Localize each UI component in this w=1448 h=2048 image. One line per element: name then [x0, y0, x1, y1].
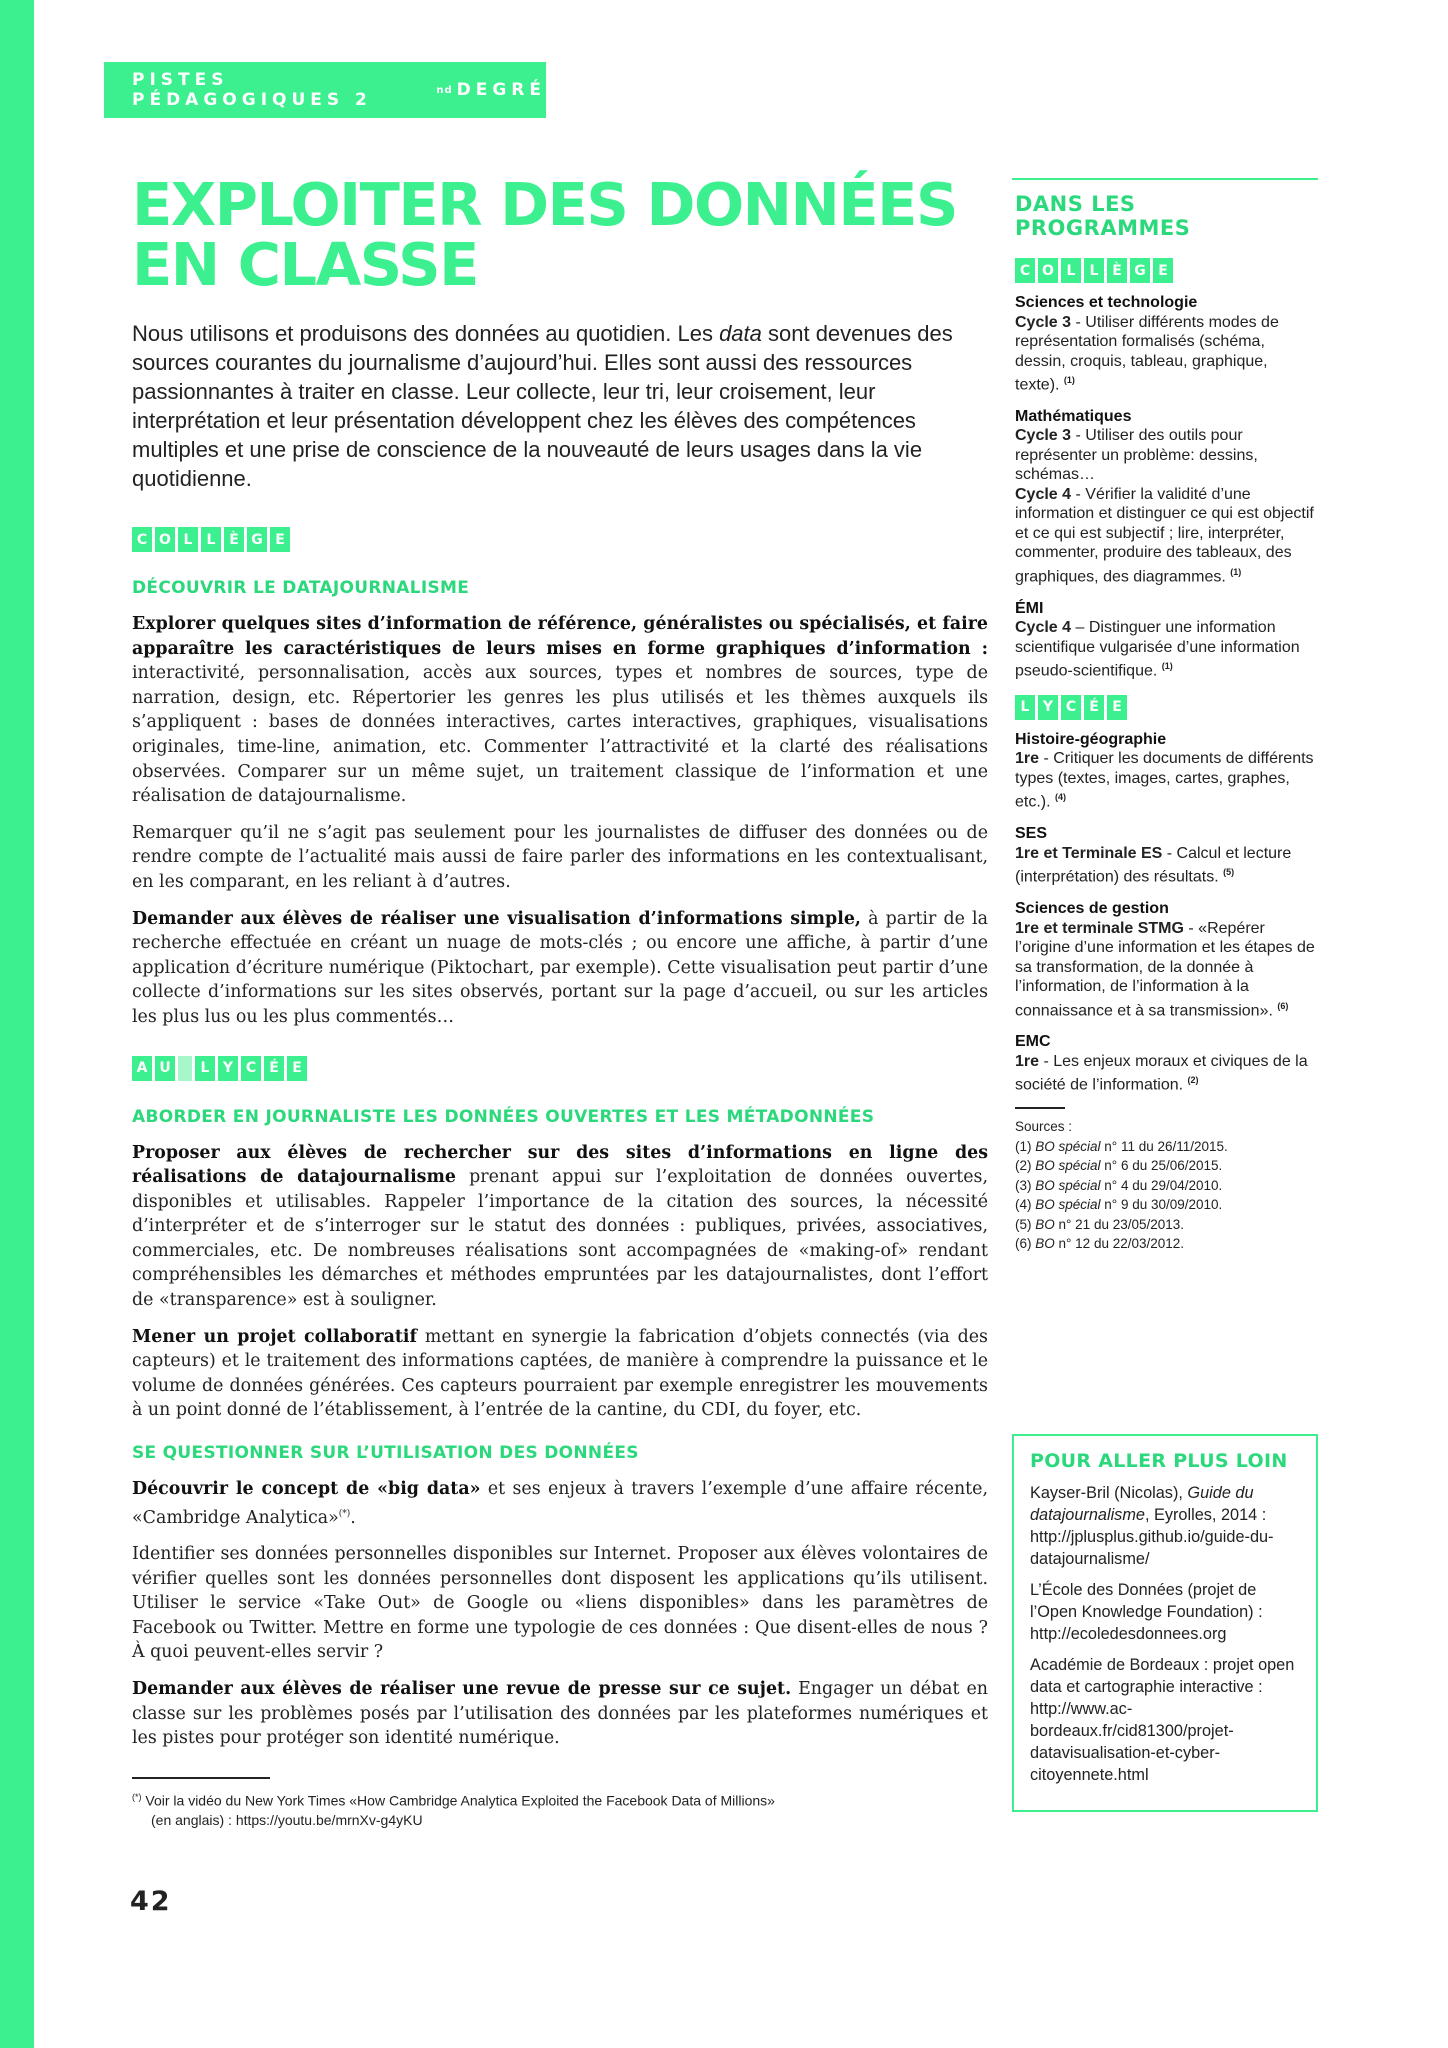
programme-entry [1015, 407, 1315, 587]
paragraph [132, 1325, 988, 1423]
sidebar-title: DANS LES PROGRAMMES [1015, 192, 1191, 240]
paragraph-text: et ses enjeux à travers l’exemple d’une affaire récente, «Cambridge Analytica» [132, 1479, 988, 1528]
programme-subject: EMC [1015, 1033, 1051, 1051]
badge-letter: É [1084, 695, 1104, 720]
lycee-badge [1015, 695, 1318, 720]
footnote-ref: (*) [338, 1508, 351, 1519]
bold-lead: Demander aux élèves de réaliser une visualisation d’informations simple, [132, 908, 861, 929]
source-bo: BO spécial [1035, 1177, 1101, 1193]
paragraph [132, 612, 988, 809]
header-tag-end: DEGRÉ [456, 80, 546, 100]
programme-entry [1015, 293, 1315, 395]
source-rest: n° 9 du 30/09/2010. [1100, 1197, 1223, 1213]
badge-letter: È [224, 527, 244, 552]
badge-letter: C [1015, 258, 1035, 283]
source-rest: n° 21 du 23/05/2013. [1054, 1216, 1185, 1232]
paragraph-text: prenant appui sur l’exploitation de données ouvertes, disponibles et utilisables. Rappeler l’importance de la citation des sources, la nécessité d’interpréter et de s’interroger sur le statut des données : publiques, privées, associatives, commerciales, etc. De nombreuses réalisations sont accompagnées de «making-of» rendant compréhensibles les démarches et méthodes empruntées par les datajournalistes, dont l’effort de «transparence» est à souligner. [132, 1167, 988, 1311]
programme-text: - Critiquer les documents de différents types (textes, images, cartes, graphes, etc.). [1015, 750, 1314, 811]
paragraph [132, 1677, 988, 1751]
source-item [1015, 1176, 1315, 1196]
badge-letter: E [1153, 258, 1173, 283]
header-tag-main: PISTES PÉDAGOGIQUES 2 [132, 70, 372, 110]
sources-list [1015, 1117, 1315, 1254]
sources-divider [1015, 1107, 1065, 1109]
source-ref: (1) [1063, 375, 1075, 385]
badge-letter: C [241, 1056, 261, 1081]
programme-text: - Calcul et lecture (interprétation) des résultats. [1015, 844, 1292, 886]
programme-entry [1015, 899, 1315, 1020]
programme-entry [1015, 730, 1315, 812]
section-header-tag [104, 62, 546, 118]
section-heading-datajournalisme: DÉCOUVRIR LE DATAJOURNALISME [132, 578, 470, 598]
badge-letter: L [201, 527, 221, 552]
programme-subject: ÉMI [1015, 599, 1044, 617]
college-badge [132, 527, 988, 552]
source-bo: BO spécial [1035, 1197, 1101, 1213]
item-title: Guide du datajournalisme [1030, 1484, 1254, 1524]
programme-subject: SES [1015, 825, 1048, 843]
source-rest: n° 12 du 22/03/2012. [1054, 1236, 1185, 1252]
source-ref: (6) [1277, 1000, 1289, 1011]
badge-letter: Y [218, 1056, 238, 1081]
sidebar-top-rule [1012, 178, 1318, 180]
badge-letter: È [1107, 258, 1127, 283]
programmes-sidebar [1012, 178, 1318, 1254]
sources-label: Sources : [1015, 1119, 1073, 1135]
source-num: (1) [1015, 1138, 1036, 1154]
title-line-2: EN CLASSE [132, 230, 478, 299]
paragraph-text: interactivité, personnalisation, accès aux sources, types et nombres de sources, type de narration, design, etc. Répertorier les genres les plus utilisés et les thèmes auxquels ils s’appliquent : bases de données interactives, cartes interactives, graphiques, visualisations originales, time-line, animation, etc. Commenter l’attractivité et la clarté des réalisations observées. Comparer sur un même sujet, un traitement classique de l’information et une réalisation de datajournalisme. [132, 663, 988, 807]
paragraph [132, 907, 988, 1030]
source-num: (3) [1015, 1177, 1036, 1193]
programme-level: 1re [1015, 1052, 1040, 1070]
badge-letter: L [178, 527, 198, 552]
item-text: , Eyrolles, 2014 : http://jplusplus.github.io/guide-du-datajournalisme/ [1030, 1506, 1274, 1568]
paragraph-text: Engager un débat en classe sur les problèmes posés par l’utilisation des données par les plateformes numériques et les pistes pour protéger son identité numérique. [132, 1678, 988, 1749]
source-rest: n° 11 du 26/11/2015. [1100, 1138, 1228, 1154]
programme-cycle: Cycle 4 [1015, 619, 1072, 637]
badge-letter: E [270, 527, 290, 552]
badge-letter: E [287, 1056, 307, 1081]
source-num: (5) [1015, 1216, 1036, 1232]
bold-lead: Proposer aux élèves de rechercher sur des sites d’informations en ligne des réalisations de datajournalisme [132, 1142, 988, 1188]
au-lycee-badge [132, 1056, 988, 1081]
paragraph-text: à partir de la recherche effectuée en créant un nuage de mots-clés ; ou encore une affiche, à partir d’une application d’écriture numérique (Piktochart, par exemple). Cette visualisation peut partir d’une collecte d’informations sur les sites observés, portant sur la page d’accueil, ou sur les articles les plus lus ou les plus commentés… [132, 908, 988, 1027]
source-bo: BO [1035, 1216, 1055, 1232]
source-rest: n° 6 du 25/06/2015. [1100, 1158, 1223, 1174]
section-heading-donnees-ouvertes: ABORDER EN JOURNALISTE LES DONNÉES OUVERTES ET LES MÉTADONNÉES [132, 1106, 875, 1127]
badge-letter: G [1130, 258, 1150, 283]
source-ref: (1) [1161, 661, 1173, 672]
source-ref: (1) [1230, 566, 1242, 577]
source-ref: (4) [1055, 792, 1067, 803]
paragraph-text: mettant en synergie la fabrication d’objets connectés (via des capteurs) et le traitement des informations captées, de manière à comprendre la puissance et le volume de données générées. Ces capteurs pourraient par exemple enregistrer les mouvements à un point donné de l’établissement, à l’entrée de la cantine, du CDI, du foyer, etc. [132, 1326, 988, 1421]
source-item [1015, 1156, 1315, 1176]
badge-letter: C [132, 527, 152, 552]
footnote-line-1: Voir la vidéo du New York Times «How Cambridge Analytica Exploited the Facebook Data of Millions» [141, 1792, 775, 1809]
source-ref: (5) [1223, 867, 1235, 878]
further-reading-item[interactable]: Académie de Bordeaux : projet open data et cartographie interactive : http://www.ac-bordeaux.fr/cid81300/projet-datavisualisation-et-cyber-citoyennete.html [1030, 1656, 1295, 1784]
badge-letter: G [247, 527, 267, 552]
paragraph [132, 1477, 988, 1530]
badge-letter: L [1015, 695, 1035, 720]
bold-lead: Mener un projet collaboratif [132, 1326, 417, 1347]
programme-level: 1re et Terminale ES [1015, 844, 1163, 862]
programme-level: 1re et terminale STMG [1015, 919, 1184, 937]
source-num: (2) [1015, 1158, 1036, 1174]
programme-text: - «Repérer l’origine d’une information et les étapes de sa transformation, de la donnée à l’information, de l’information à la connaissance et à sa transmission». [1015, 919, 1315, 1019]
badge-letter: O [155, 527, 175, 552]
intro-paragraph [132, 319, 988, 493]
badge-letter: O [1038, 258, 1058, 283]
badge-letter: Y [1038, 695, 1058, 720]
further-reading-title: POUR ALLER PLUS LOIN [1030, 1450, 1288, 1472]
programme-entry [1015, 1032, 1315, 1095]
programme-cycle: Cycle 3 [1015, 427, 1072, 445]
source-num: (4) [1015, 1197, 1036, 1213]
badge-letter: L [1061, 258, 1081, 283]
further-reading-box [1012, 1434, 1318, 1812]
left-accent-bar [0, 0, 34, 2048]
paragraph: Identifier ses données personnelles disponibles sur Internet. Proposer aux élèves volontaires de vérifier quelles sont les données personnelles dont disposent les applications qu’ils utilisent. Utiliser le service «Take Out» de Google ou «liens disponibles» dans les paramètres de Facebook ou Twitter. Mettre en forme une typologie de ces données : Que disent-elles de nous ?À quoi peuvent-elles servir ? [132, 1544, 988, 1663]
bold-lead: Découvrir le concept de «big data» [132, 1479, 481, 1500]
programme-subject: Mathématiques [1015, 407, 1132, 425]
programme-subject: Sciences et technologie [1015, 294, 1198, 311]
source-bo: BO spécial [1035, 1138, 1101, 1154]
programme-text: - Vérifier la validité d’une information et distinguer ce qui est objectif et ce qui est subjectif ; lire, interpréter, commenter, produire des tableaux, des graphiques, des diagrammes. [1015, 485, 1314, 586]
section-heading-utilisation-donnees: SE QUESTIONNER SUR L’UTILISATION DES DONNÉES [132, 1443, 639, 1464]
programme-text: - Utiliser différents modes de représentation formalisés (schéma, dessin, croquis, tableau, graphique, texte). [1015, 313, 1279, 394]
intro-emphasis: data [719, 321, 762, 346]
source-item [1015, 1195, 1315, 1215]
paragraph: Remarquer qu’il ne s’agit pas seulement pour les journalistes de diffuser des données ou de rendre compte de l’actualité mais aussi de faire parler des informations en les contextualisant, en les comparant, en les reliant à d’autres. [132, 822, 988, 892]
badge-letter: E [1107, 695, 1127, 720]
bold-lead: Explorer quelques sites d’information de référence, généralistes ou spécialisés, et faire apparaître les caractéristiques de leurs mises en forme graphiques d’information : [132, 614, 988, 659]
footnote-line-2: (en anglais) : https://youtu.be/mrnXv-g4yKU [151, 1812, 423, 1829]
intro-text: Nous utilisons et produisons des données au quotidien. Les [132, 321, 720, 346]
item-text: Kayser-Bril (Nicolas), [1030, 1484, 1188, 1502]
main-column [132, 170, 988, 1830]
badge-letter: A [132, 1056, 152, 1081]
college-badge [1015, 258, 1318, 283]
badge-spacer [178, 1056, 192, 1081]
header-tag-sup: nd [436, 84, 453, 96]
footnote-marker: (*) [132, 1791, 142, 1802]
source-item [1015, 1137, 1315, 1157]
page-title [132, 170, 988, 299]
paragraph-end: . [350, 1507, 356, 1528]
programme-text: - Les enjeux moraux et civiques de la société de l’information. [1015, 1052, 1308, 1094]
source-num: (6) [1015, 1236, 1036, 1252]
footnote [132, 1787, 988, 1831]
intro-text-cont: sont devenues des sources courantes du journalisme d’aujourd’hui. Elles sont aussi des ressources passionnantes à traiter en classe. Leur collecte, leur tri, leur croisement, leur interprétation et leur présentation développent chez les élèves des compétences multiples et une prise de conscience de la nouveauté de leurs usages dans la vie quotidienne. [132, 321, 953, 491]
programme-subject: Histoire-géographie [1015, 730, 1167, 748]
bold-lead: Demander aux élèves de réaliser une revue de presse sur ce sujet. [132, 1678, 792, 1699]
further-reading-item[interactable]: L’École des Données (projet de l’Open Knowledge Foundation) : http://ecoledesdonnees.org [1030, 1581, 1263, 1643]
title-line-1: EXPLOITER DES DONNÉES [132, 170, 957, 239]
programme-cycle: Cycle 3 [1015, 313, 1072, 331]
badge-letter: É [264, 1056, 284, 1081]
source-rest: n° 4 du 29/04/2010. [1100, 1177, 1223, 1193]
badge-letter: L [1084, 258, 1104, 283]
footnote-divider [132, 1777, 270, 1779]
source-bo: BO spécial [1035, 1158, 1101, 1174]
programme-text: – Distinguer une information scientifique vulgarisée d’une information pseudo-scientifique. [1015, 619, 1300, 680]
source-ref: (2) [1187, 1075, 1199, 1086]
programme-text: - Utiliser des outils pour représenter un problème: dessins, schémas… [1015, 427, 1258, 484]
source-bo: BO [1035, 1236, 1055, 1252]
source-item [1015, 1234, 1315, 1254]
badge-letter: U [155, 1056, 175, 1081]
programme-entry [1015, 824, 1315, 887]
programme-subject: Sciences de gestion [1015, 900, 1169, 918]
source-item [1015, 1215, 1315, 1235]
paragraph [132, 1141, 988, 1313]
badge-letter: C [1061, 695, 1081, 720]
programme-cycle: Cycle 4 [1015, 485, 1072, 503]
further-reading-item[interactable] [1030, 1482, 1300, 1570]
programme-entry [1015, 599, 1315, 681]
badge-letter: L [195, 1056, 215, 1081]
programme-level: 1re [1015, 750, 1040, 768]
page-number: 42 [130, 1886, 172, 1917]
